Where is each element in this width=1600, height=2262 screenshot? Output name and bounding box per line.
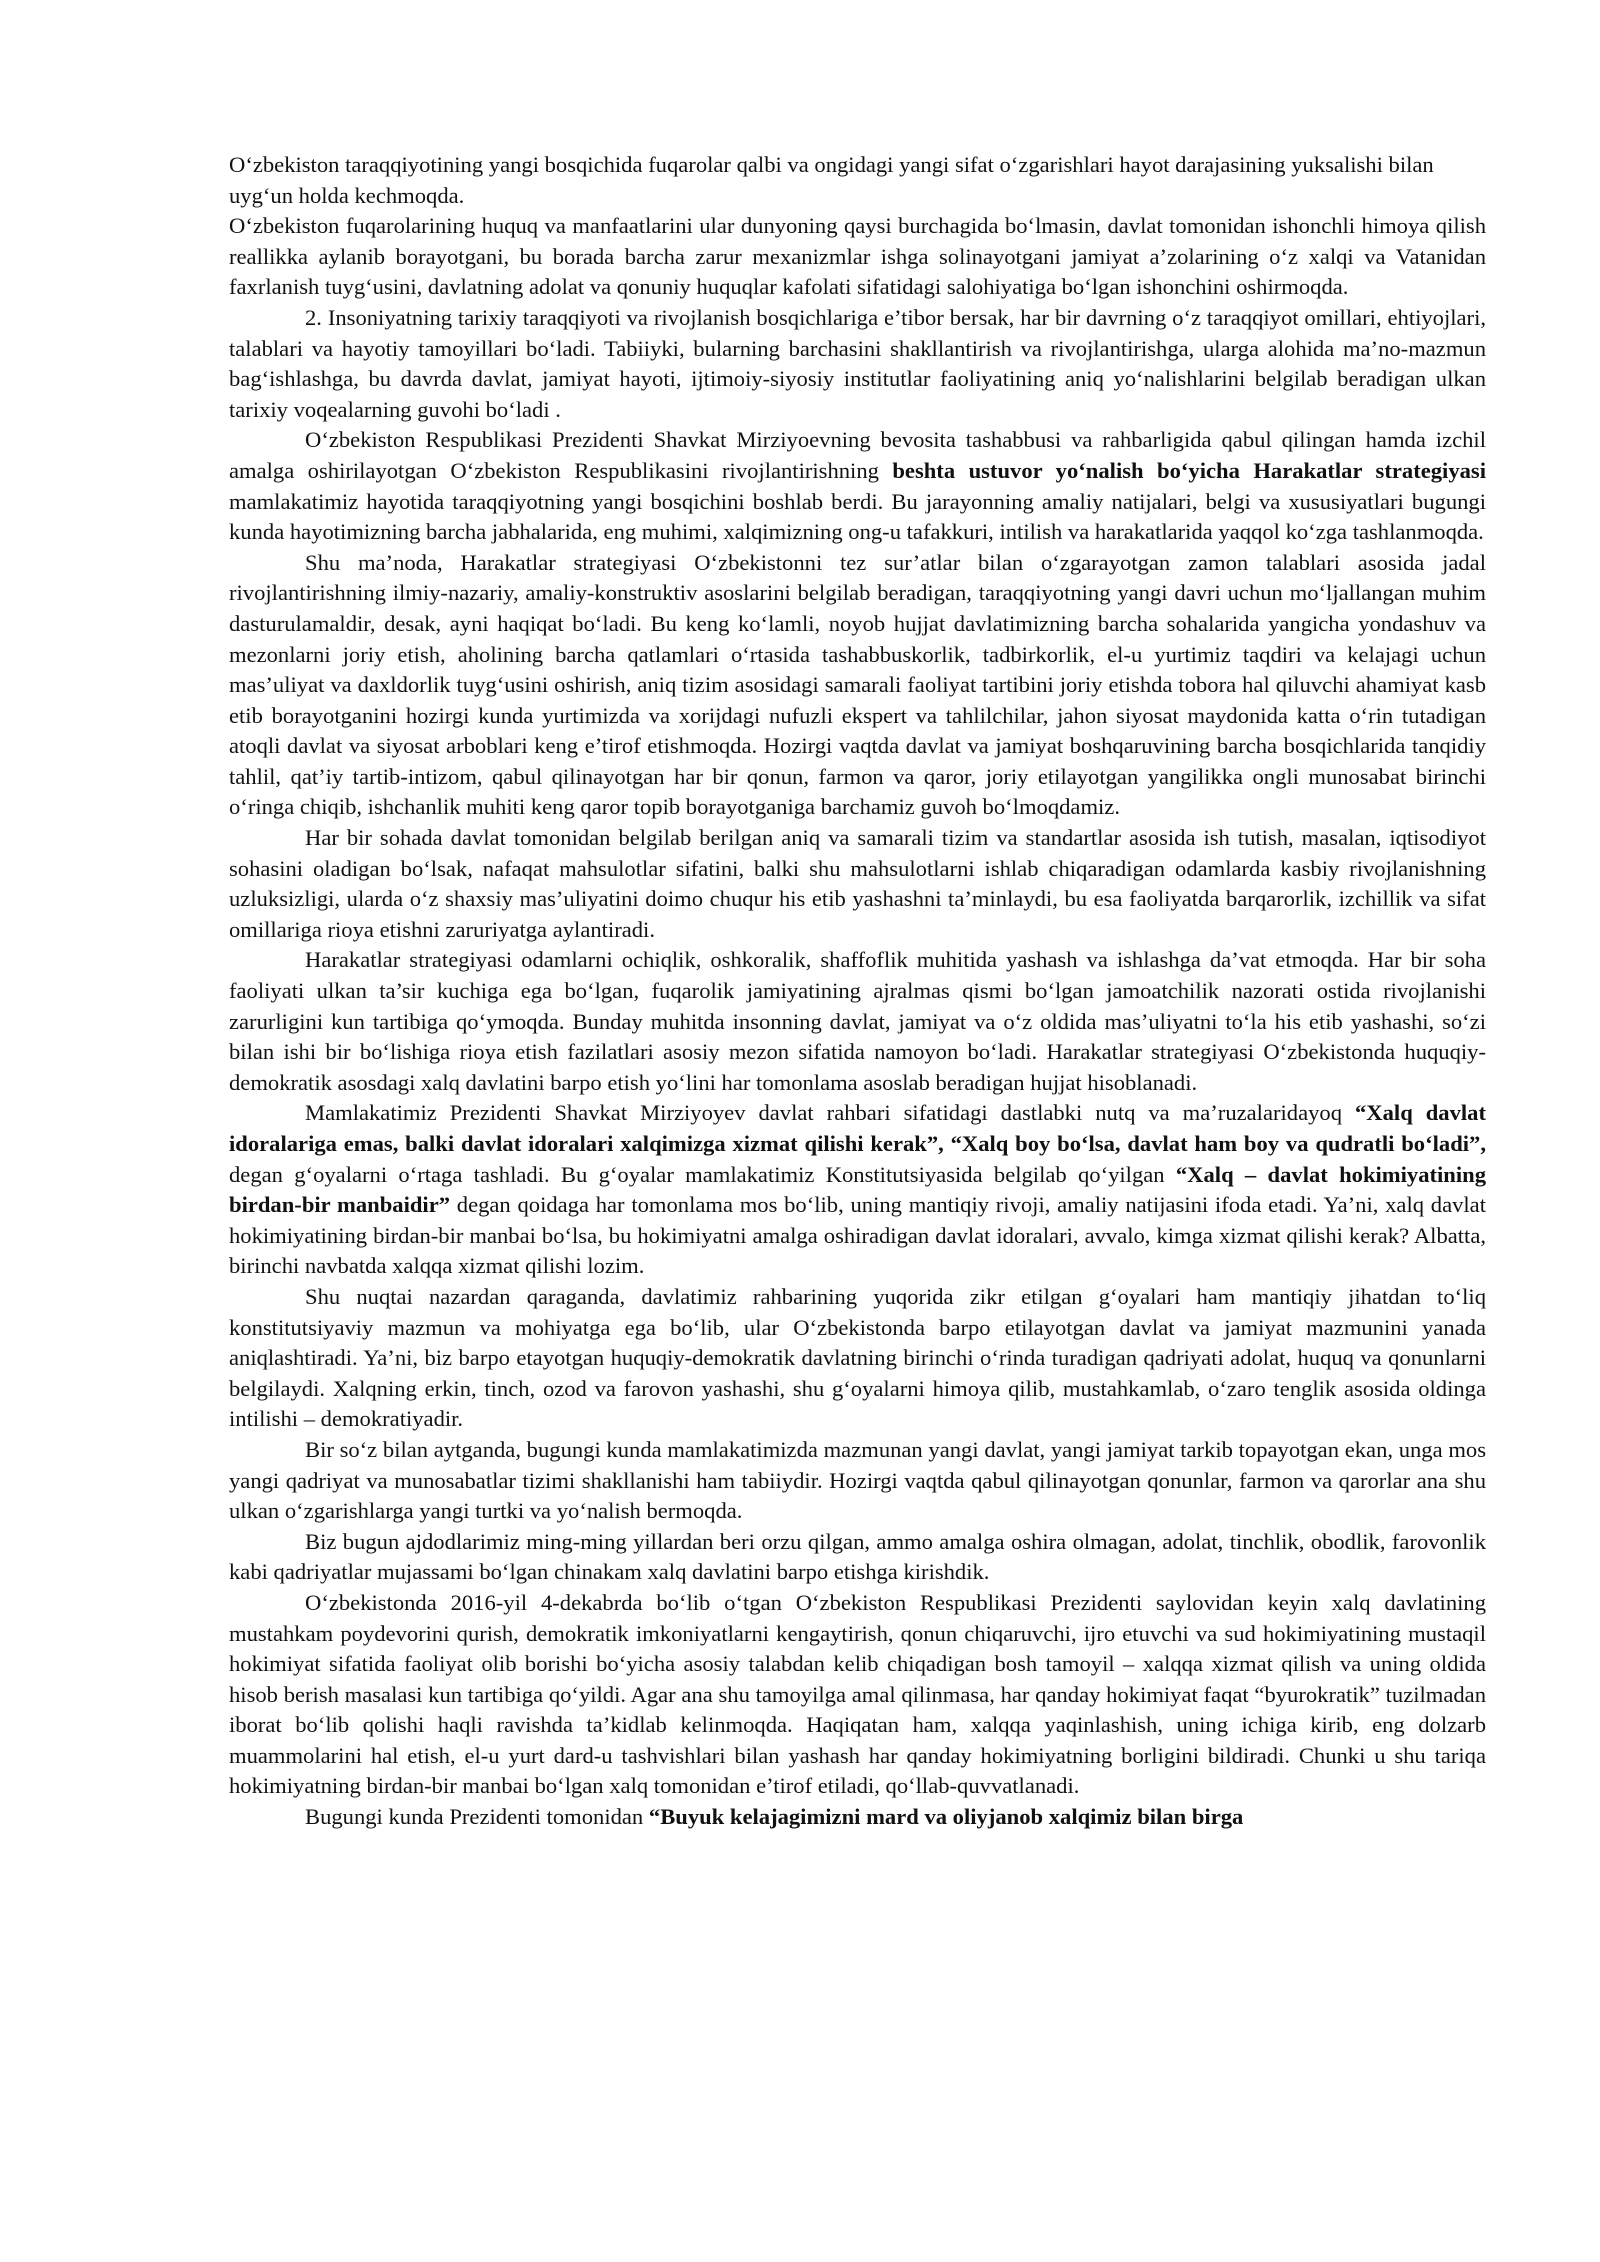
paragraph-text: Biz bugun ajdodlarimiz ming-ming yillardan beri orzu qilgan, ammo amalga oshira olmagan, adolat, tinchlik, obodlik, farovonlik kabi qadriyatlar mujassami bo‘lgan chinakam xalq davlatini barpo etishga kirishdik.	[229, 1528, 1486, 1585]
paragraph-1	[229, 150, 1486, 211]
paragraph-text: Bir so‘z bilan aytganda, bugungi kunda mamlakatimizda mazmunan yangi davlat, yangi jamiyat tarkib topayotgan ekan, unga mos yangi qadriyat va munosabatlar tizimi shakllanishi ham tabiiydir. Hozirgi vaqtda qabul qilinayotgan qonunlar, farmon va qarorlar ana shu ulkan o‘zgarishlarga yangi turtki va yo‘nalish bermoqda.	[229, 1436, 1486, 1524]
paragraph-2	[229, 211, 1486, 303]
paragraph-text: 2. Insoniyatning tarixiy taraqqiyoti va rivojlanish bosqichlariga e’tibor bersak, har bir davrning o‘z taraqqiyot omillari, ehtiyojlari, talablari va hayotiy tamoyillari bo‘ladi. Tabiiyki, bularning barchasini shakllantirish va rivojlantirishga, ularga alohida ma’no-mazmun bag‘ishlashga, bu davrda davlat, jamiyat hayoti, ijtimoiy-siyosiy institutlar faoliyatining aniq yo‘nalishlarini belgilab beradigan ulkan tarixiy voqealarning guvohi bo‘ladi .	[229, 304, 1486, 422]
document-page	[229, 150, 1486, 1833]
paragraph-text: Shu ma’noda, Harakatlar strategiyasi O‘zbekistonni tez sur’atlar bilan o‘zgarayotgan zamon talablari asosida jadal rivojlantirishning ilmiy-nazariy, amaliy-konstruktiv asoslarini belgilab beradigan, taraqqiyotning yangi davri uchun mo‘ljallangan muhim dasturulamaldir, desak, ayni haqiqat bo‘ladi. Bu keng ko‘lamli, noyob hujjat davlatimizning barcha sohalarida yangicha yondashuv va mezonlarni joriy etish, aholining barcha qatlamlari o‘rtasida tashabbuskorlik, tadbirkorlik, el-u yurtimiz taqdiri va kelajagi uchun mas’uliyat va daxldorlik tuyg‘usini oshirish, aniq tizim asosidagi samarali faoliyat tartibini joriy etishda tobora hal qiluvchi ahamiyat kasb etib borayotganini hozirgi kunda yurtimizda va xorijdagi nufuzli ekspert va tahlilchilar, jahon siyosat maydonida katta o‘rin tutadigan atoqli davlat va siyosat arboblari keng e’tirof etishmoqda. Hozirgi vaqtda davlat va jamiyat boshqaruvining barcha bosqichlarida tanqidiy tahlil, qat’iy tartib-intizom, qabul qilinayotgan har bir qonun, farmon va qaror, joriy etilayotgan yangilikka ongli munosabat birinchi o‘ringa chiqib, ishchanlik muhiti keng qaror topib borayotganiga barchamiz guvoh bo‘lmoqdamiz.	[229, 549, 1486, 820]
paragraph-text: Har bir sohada davlat tomonidan belgilab berilgan aniq va samarali tizim va standartlar asosida ish tutish, masalan, iqtisodiyot sohasini oladigan bo‘lsak, nafaqat mahsulotlar sifatini, balki shu mahsulotlarni ishlab chiqaradigan odamlarda kasbiy rivojlanishning uzluksizligi, ularda o‘z shaxsiy mas’uliyatini doimo chuqur his etib yashashni ta’minlaydi, bu esa faoliyatda barqarorlik, izchillik va sifat omillariga rioya etishni zaruriyatga aylantiradi.	[229, 825, 1486, 942]
paragraph-text: O‘zbekiston taraqqiyotining yangi bosqichida fuqarolar qalbi va ongidagi yangi sifat o‘zgarishlari hayot darajasining yuksalishi bilan uyg‘un holda kechmoqda.	[229, 152, 1434, 208]
paragraph-6	[229, 823, 1486, 945]
bold-phrase: beshta ustuvor yo‘nalish bo‘yicha Harakatlar strategiyasi	[892, 457, 1486, 483]
paragraph-10	[229, 1435, 1486, 1527]
paragraph-13	[229, 1802, 1486, 1833]
paragraph-3	[229, 303, 1486, 425]
paragraph-text: degan qoidaga har tomonlama mos bo‘lib, uning mantiqiy rivoji, amaliy natijasini ifoda etadi. Ya’ni, xalq davlat hokimiyatining birdan-bir manbai bo‘lsa, bu hokimiyatni amalga oshiradigan davlat idoralari, avvalo, kimga xizmat qilishi kerak? Albatta, birinchi navbatda xalqqa xizmat qilishi lozim.	[229, 1192, 1486, 1279]
paragraph-5	[229, 548, 1486, 823]
paragraph-text: Mamlakatimiz Prezidenti Shavkat Mirziyoyev davlat rahbari sifatidagi dastlabki nutq va ma’ruzalaridayoq	[305, 1100, 1355, 1126]
bold-quote: “Xalq – davlat hokimiyatining birdan-bir manbaidir”	[229, 1161, 1486, 1218]
bold-quote: “Xalq davlat idoralariga emas, balki davlat idoralari xalqimizga xizmat qilishi kerak”, “Xalq boy bo‘lsa, davlat ham boy va qudratli bo‘ladi”,	[229, 1100, 1486, 1156]
paragraph-text: Shu nuqtai nazardan qaraganda, davlatimiz rahbarining yuqorida zikr etilgan g‘oyalari ham mantiqiy jihatdan to‘liq konstitutsiyaviy mazmun va mohiyatga ega bo‘lib, ular O‘zbekistonda barpo etilayotgan davlat va jamiyat mazmunini yanada aniqlashtiradi. Ya’ni, biz barpo etayotgan huquqiy-demokratik davlatning birinchi o‘rinda turadigan qadriyati adolat, huquq va qonunlarni belgilaydi. Xalqning erkin, tinch, ozod va farovon yashashi, shu g‘oyalarni himoya qilib, mustahkamlab, o‘zaro tenglik asosida oldinga intilishi – demokratiyadir.	[229, 1283, 1486, 1432]
paragraph-text: O‘zbekiston Respublikasi Prezidenti Shavkat Mirziyoevning bevosita tashabbusi va rahbarligida qabul qilingan hamda izchil amalga oshirilayotgan O‘zbekiston Respublikasini rivojlantirishning	[229, 427, 1486, 483]
paragraph-text: Harakatlar strategiyasi odamlarni ochiqlik, oshkoralik, shaffoflik muhitida yashash va ishlashga da’vat etmoqda. Har bir soha faoliyati ulkan ta’sir kuchiga ega bo‘lgan, fuqarolik jamiyatining ajralmas qismi bo‘lgan jamoatchilik nazorati ostida rivojlanishi zarurligini kun tartibiga qo‘ymoqda. Bunday muhitda insonning davlat, jamiyat va o‘z oldida mas’uliyatni to‘la his etib yashashi, so‘zi bilan ishi bir bo‘lishiga rioya etish fazilatlari asosiy mezon sifatida namoyon bo‘ladi. Harakatlar strategiyasi O‘zbekistonda huquqiy-demokratik asosdagi xalq davlatini barpo etish yo‘lini har tomonlama asoslab beradigan hujjat hisoblanadi.	[229, 947, 1486, 1095]
paragraph-text: Bugungi kunda Prezidenti tomonidan	[305, 1804, 649, 1830]
paragraph-text: degan g‘oyalarni o‘rtaga tashladi. Bu g‘oyalar mamlakatimiz Konstitutsiyasida belgilab qo‘yilgan	[229, 1161, 1176, 1187]
paragraph-8	[229, 1098, 1486, 1282]
paragraph-text: O‘zbekistonda 2016-yil 4-dekabrda bo‘lib o‘tgan O‘zbekiston Respublikasi Prezidenti saylovidan keyin xalq davlatining mustahkam poydevorini qurish, demokratik imkoniyatlarni kengaytirish, qonun chiqaruvchi, ijro etuvchi va sud hokimiyatining mustaqil hokimiyat sifatida faoliyat olib borishi bo‘yicha asosiy talabdan kelib chiqadigan bosh tamoyil – xalqqa xizmat qilish va uning oldida hisob berish masalasi kun tartibiga qo‘yildi. Agar ana shu tamoyilga amal qilinmasa, har qanday hokimiyat faqat “byurokratik” tuzilmadan iborat bo‘lib qolishi haqli ravishda ta’kidlab kelinmoqda. Haqiqatan ham, xalqqa yaqinlashish, uning ichiga kirib, eng dolzarb muammolarini hal etish, el-u yurt dard-u tashvishlari bilan yashash har qanday hokimiyatning borligini bildiradi. Chunki u shu tariqa hokimiyatning birdan-bir manbai bo‘lgan xalq tomonidan e’tirof etiladi, qo‘llab-quvvatlanadi.	[229, 1589, 1486, 1799]
paragraph-4	[229, 425, 1486, 547]
paragraph-7	[229, 945, 1486, 1098]
paragraph-11	[229, 1527, 1486, 1588]
paragraph-9	[229, 1282, 1486, 1435]
paragraph-12	[229, 1588, 1486, 1802]
bold-quote: “Buyuk kelajagimizni mard va oliyjanob xalqimiz bilan birga	[648, 1804, 1244, 1830]
paragraph-text: O‘zbekiston fuqarolarining huquq va manfaatlarini ular dunyoning qaysi burchagida bo‘lmasin, davlat tomonidan ishonchli himoya qilish reallikka aylanib borayotgani, bu borada barcha zarur mexanizmlar ishga solinayotgani jamiyat a’zolarining o‘z xalqi va Vatanidan faxrlanish tuyg‘usini, davlatning adolat va qonuniy huquqlar kafolati sifatidagi salohiyatiga bo‘lgan ishonchini oshirmoqda.	[229, 213, 1486, 300]
paragraph-text: mamlakatimiz hayotida taraqqiyotning yangi bosqichini boshlab berdi. Bu jarayonning amaliy natijalari, belgi va xususiyatlari bugungi kunda hayotimizning barcha jabhalarida, eng muhimi, xalqimizning ong-u tafakkuri, intilish va harakatlarida yaqqol ko‘zga tashlanmoqda.	[229, 488, 1486, 545]
